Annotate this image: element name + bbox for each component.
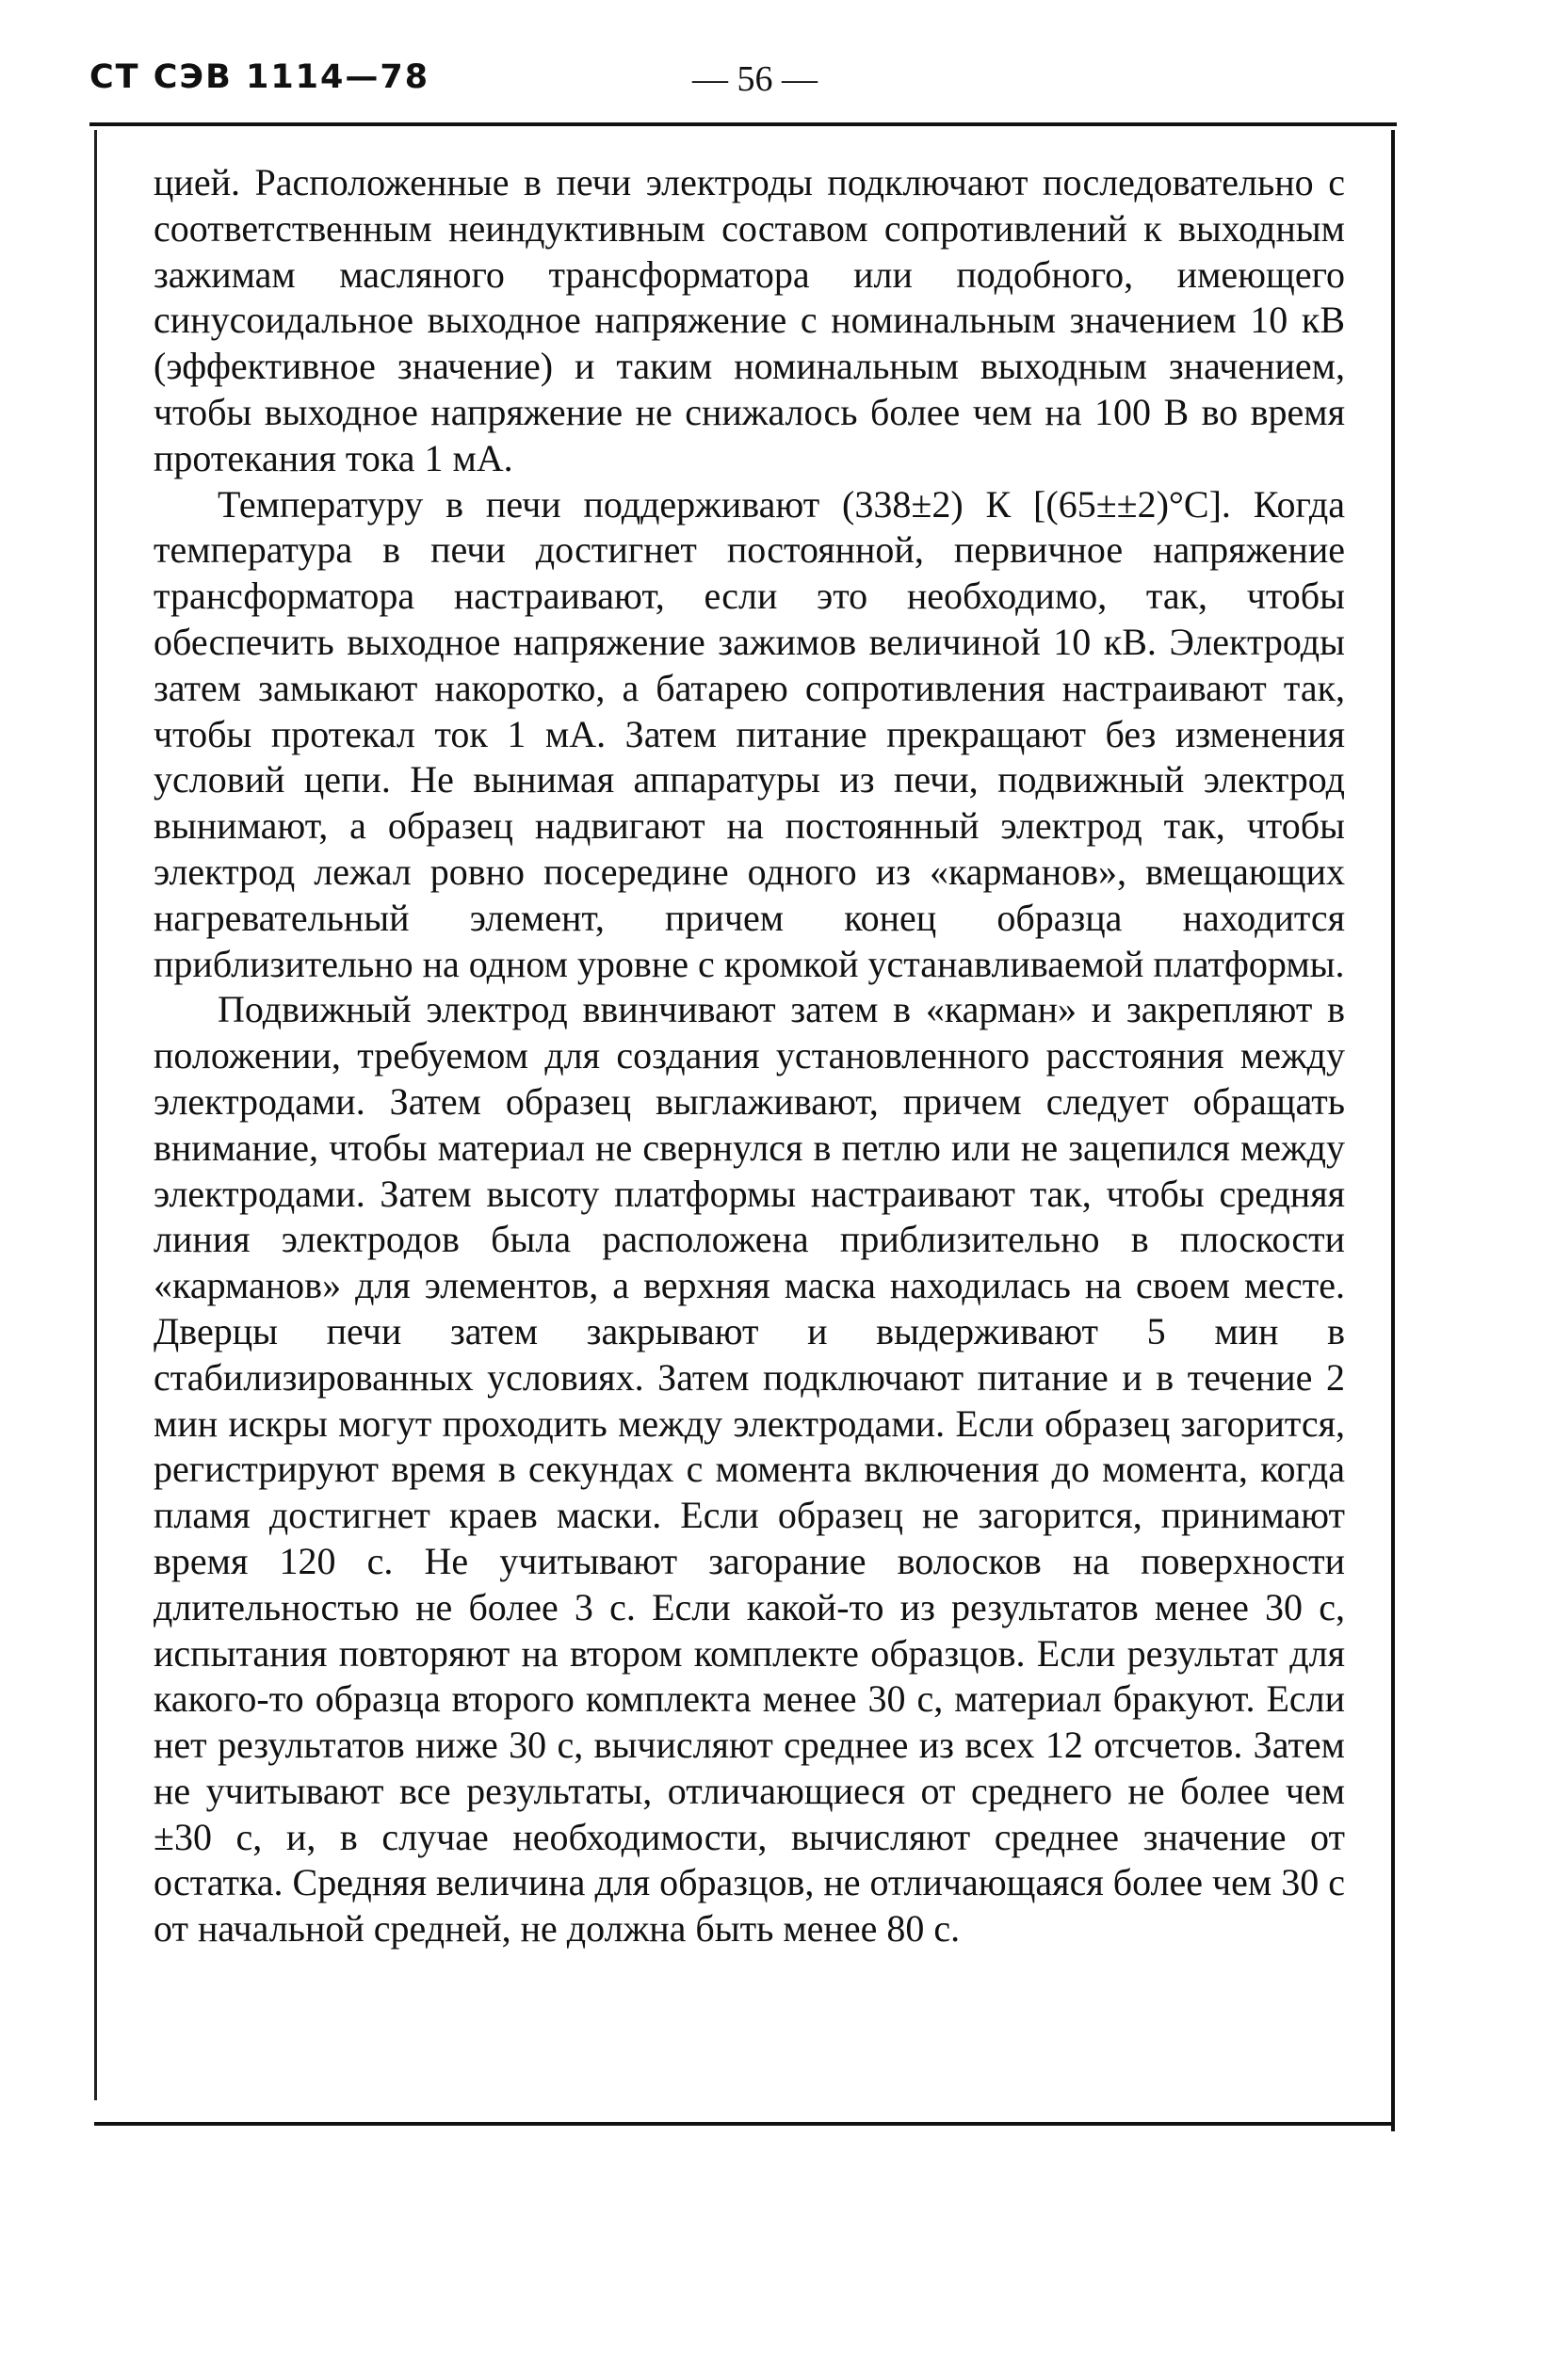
- paragraph-temperature: Температуру в печи поддерживают (338±2) К [(65±±2)°С]. Когда температура в печи достигнет постоянной, первичное напряжение трансформатора настраивают, если это необходимо, так, чтобы обеспечить выходное напряжение зажимов величиной 10 кВ. Электроды затем замыкают накоротко, а батарею сопротивления настраивают так, чтобы протекал ток 1 мА. Затем питание прекращают без изменения условий цепи. Не вынимая аппаратуры из печи, подвижный электрод вынимают, а образец надвигают на постоянный электрод так, чтобы электрод лежал ровно посередине одного из «карманов», вмещающих нагревательный элемент, причем конец образца находится приблизительно на одном уровне с кромкой устанавливаемой платформы.: [154, 482, 1345, 985]
- paragraph-continuation: цией. Расположенные в печи электроды подключают последовательно с соответственным неиндуктивным составом сопротивлений к выходным зажимам масляного трансформатора или подобного, имеющего синусоидальное выходное напряжение с номинальным значением 10 кВ (эффективное значение) и таким номинальным выходным значением, чтобы выходное напряжение не снижалось более чем на 100 В во время протекания тока 1 мА.: [154, 161, 1345, 479]
- body-text: [154, 160, 1345, 1952]
- top-rule: [89, 122, 1397, 126]
- page-header: [89, 58, 1413, 124]
- right-rule: [1391, 130, 1395, 2131]
- standard-code: СТ СЭВ 1114—78: [89, 58, 430, 96]
- left-rule: [94, 130, 97, 2100]
- page-number: — 56 —: [692, 59, 818, 99]
- bottom-rule: [94, 2122, 1395, 2126]
- paragraph-electrode: Подвижный электрод ввинчивают затем в «карман» и закрепляют в положении, требуемом для создания установленного расстояния между электродами. Затем образец выглаживают, причем следует обращать внимание, чтобы материал не свернулся в петлю или не зацепился между электродами. Затем высоту платформы настраивают так, чтобы средняя линия электродов была расположена приблизительно в плоскости «карманов» для элементов, а верхняя маска находилась на своем месте. Дверцы печи затем закрывают и выдерживают 5 мин в стабилизированных условиях. Затем подключают питание и в течение 2 мин искры могут проходить между электродами. Если образец загорится, регистрируют время в секундах с момента включения до момента, когда пламя достигнет краев маски. Если образец не загорится, принимают время 120 с. Не учитывают загорание волосков на поверхности длительностью не более 3 с. Если какой-то из результатов менее 30 с, испытания повторяют на втором комплекте образцов. Если результат для какого-то образца второго комплекта менее 30 с, материал бракуют. Если нет результатов ниже 30 с, вычисляют среднее из всех 12 отсчетов. Затем не учитывают все результаты, отличающиеся от среднего не более чем ±30 с, и, в случае необходимости, вычисляют среднее значение от остатка. Средняя величина для образцов, не отличающаяся более чем 30 с от начальной средней, не должна быть менее 80 с.: [154, 988, 1345, 1951]
